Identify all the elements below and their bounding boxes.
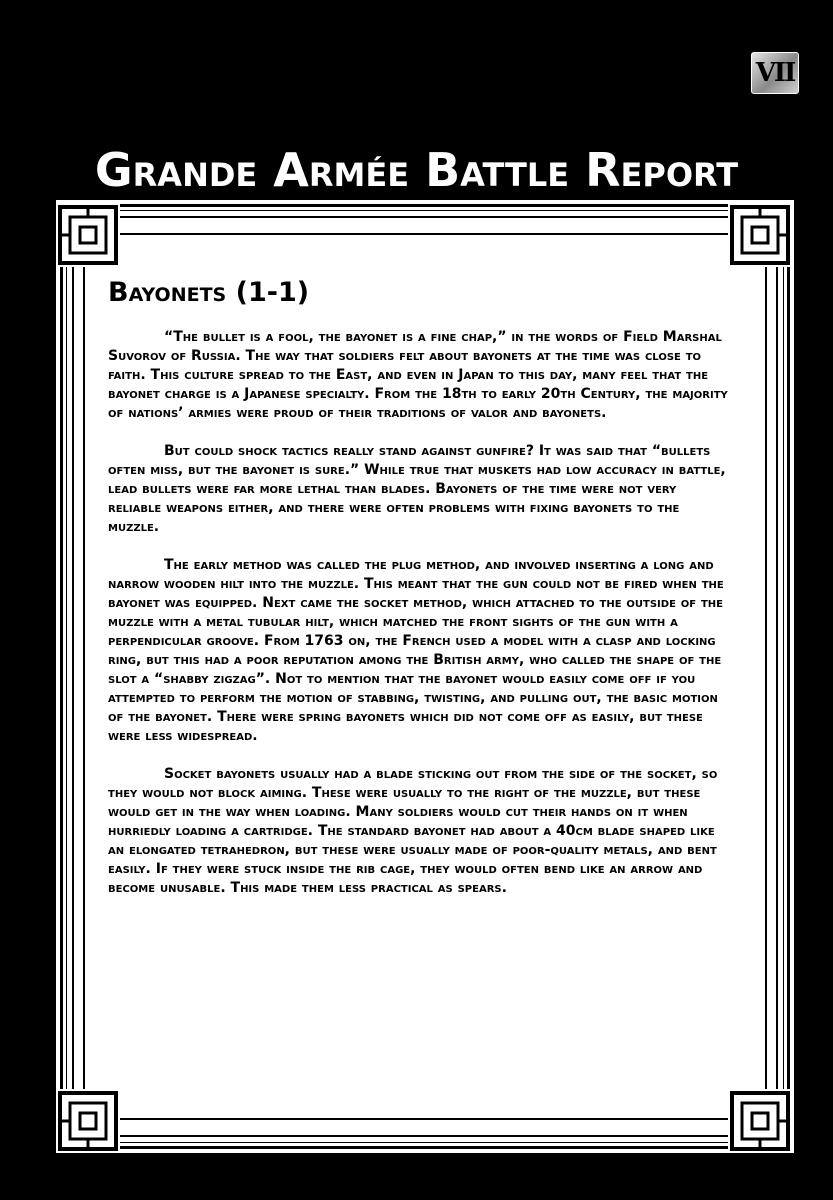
paragraph: “The bullet is a fool, the bayonet is a fine chap,” in the words of Field Marshal Suvorov of Russia. The way that soldiers felt about bayonets at the time was close to faith. This culture spread to the East, and even in Japan to this day, many feel that the bayonet charge is a Japanese specialty. From the 18th to early 20th Century, the majority of nations’ armies were proud of their traditions of valor and bayonets. bbox=[108, 329, 728, 421]
corner-ornament-bottom-left bbox=[56, 1089, 120, 1153]
section-heading: Bayonets (1-1) bbox=[108, 277, 310, 308]
chapter-number-badge: VII bbox=[751, 52, 799, 94]
paragraph: But could shock tactics really stand against gunfire? It was said that “bullets often miss, but the bayonet is sure.” While true that muskets had low accuracy in battle, lead bullets were far more lethal than blades. Bayonets of the time were not very reliable weapons either, and there were often problems with fixing bayonets to the muzzle. bbox=[108, 443, 726, 535]
article-body bbox=[108, 328, 728, 917]
paragraph: Socket bayonets usually had a blade sticking out from the side of the socket, so they would not block aiming. These were usually to the right of the muzzle, but these would get in the way when loading. Many soldiers would cut their hands on it when hurriedly loading a cartridge. The standard bayonet had about a 40cm blade shaped like an elongated tetrahedron, but these were usually made of poor-quality metals, and bent easily. If they were stuck inside the rib cage, they would often bend like an arrow and become unusable. This made them less practical as spears. bbox=[108, 766, 718, 896]
corner-ornament-top-right bbox=[728, 203, 792, 267]
corner-ornament-top-left bbox=[56, 203, 120, 267]
page-title: Grande Armée Battle Report bbox=[94, 143, 739, 197]
corner-ornament-bottom-right bbox=[728, 1089, 792, 1153]
paragraph: The early method was called the plug method, and involved inserting a long and narrow wooden hilt into the muzzle. This meant that the gun could not be fired when the bayonet was equipped. Next came the socket method, which attached to the outside of the muzzle with a metal tubular hilt, which matched the front sights of the gun with a perpendicular groove. From 1763 on, the French used a model with a clasp and locking ring, but this had a poor reputation among the British army, who called the shape of the slot a “shabby zigzag”. Not to mention that the bayonet would easily come off if you attempted to perform the motion of stabbing, twisting, and pulling out, the basic motion of the bayonet. There were spring bayonets which did not come off as easily, but these were less widespread. bbox=[108, 557, 724, 744]
